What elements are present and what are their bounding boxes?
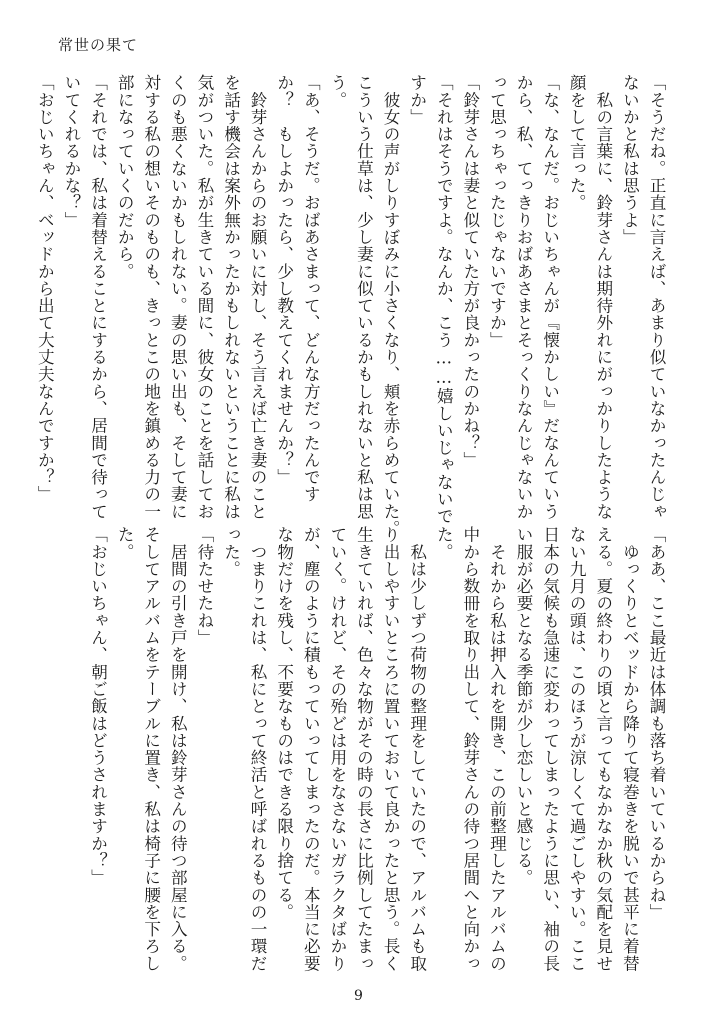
text-line: くのも悪くないかもしれない。妻の思い出も、そして妻に bbox=[168, 74, 188, 520]
text-line: 私は少しずつ荷物の整理をしていたので、アルバムも取 bbox=[407, 526, 427, 972]
text-line: 「な、なんだ。おじいちゃんが『懐かしい』だなんていう bbox=[540, 74, 560, 520]
text-line: た。 bbox=[115, 526, 135, 561]
text-line: った。 bbox=[221, 526, 241, 578]
text-line: 対する私の想いそのものも、きっとこの地を鎮める力の一 bbox=[141, 74, 161, 520]
text-line: こういう仕草は、少し妻に似ているかもしれないと私は思 bbox=[354, 74, 374, 520]
text-line: り出しやすいところに置いておいて良かったと思う。長く bbox=[381, 526, 401, 972]
text-line: つまりこれは、私にとって終活と呼ばれるものの一環だ bbox=[248, 526, 268, 972]
text-line: ないかと私は思うよ」 bbox=[620, 74, 640, 246]
text-line: か？ もしよかったら、少し教えてくれませんか？」 bbox=[274, 74, 294, 486]
text-line: そしてアルバムをテーブルに置き、私は椅子に腰を下ろし bbox=[141, 526, 161, 972]
text-line: う。 bbox=[327, 74, 347, 109]
text-line: 「鈴芽さんは妻と似ていた方が良かったのかね？」 bbox=[460, 74, 480, 469]
text-line: 顔をして言った。 bbox=[567, 74, 587, 212]
text-block-lower bbox=[79, 526, 669, 972]
text-line: すか」 bbox=[407, 74, 427, 126]
text-line: って思っちゃったじゃないですか」 bbox=[487, 74, 507, 349]
text-line: 「それでは、私は着替えることにするから、居間で待って bbox=[88, 74, 108, 520]
text-block-upper bbox=[35, 74, 669, 538]
text-line: 日本の気候も急速に変わってしまったように思い、袖の長 bbox=[540, 526, 560, 972]
text-line: ていく。けれど、その殆どは用をなさないガラクタばかり bbox=[327, 526, 347, 972]
text-line: 「おじいちゃん、ベッドから出て大丈夫なんですか？」 bbox=[35, 74, 55, 503]
text-line: から、私、てっきりおばあさまとそっくりなんじゃないか bbox=[514, 74, 534, 520]
text-line: ない九月の頭は、このほうが涼しくて過ごしやすい。ここ bbox=[567, 526, 587, 972]
text-line: 「おじいちゃん、朝ご飯はどうされますか？」 bbox=[88, 526, 108, 887]
text-line: 「ああ、ここ最近は体調も落ち着いているからね」 bbox=[647, 526, 666, 921]
text-line: 気がついた。私が生きている間に、彼女のことを話してお bbox=[194, 74, 214, 520]
text-line: 「待たせたね」 bbox=[194, 526, 214, 647]
text-line: 居間の引き戸を開け、私は鈴芽さんの待つ部屋に入る。 bbox=[168, 526, 188, 972]
text-line: 中から数冊を取り出して、鈴芽さんの待つ居間へと向かっ bbox=[460, 526, 480, 972]
text-line: い服が必要となる季節が少し恋しいと感じる。 bbox=[514, 526, 534, 887]
text-line: た。 bbox=[434, 526, 454, 561]
text-line: 「あ、そうだ。おばあさまって、どんな方だったんです bbox=[301, 74, 321, 503]
text-line: な物だけを残し、不要なものはできる限り捨てる。 bbox=[274, 526, 294, 921]
text-line: 部になっていくのだから。 bbox=[115, 74, 135, 280]
text-line: いてくれるかな？」 bbox=[61, 74, 81, 229]
text-line: 「そうだね。正直に言えば、あまり似ていなかったんじゃ bbox=[647, 74, 666, 520]
text-line: 彼女の声がしりすぼみに小さくなり、頬を赤らめていた。 bbox=[381, 74, 401, 538]
running-title: 常世の果て bbox=[58, 36, 139, 54]
text-line: が、塵のように積もっていってしまったのだ。本当に必要 bbox=[301, 526, 321, 972]
text-line: 私の言葉に、鈴芽さんは期待外れにがっかりしたような bbox=[593, 74, 613, 520]
text-line: を話す機会は案外無かったかもしれないということに私は bbox=[221, 74, 241, 520]
text-line: ゆっくりとベッドから降りて寝巻きを脱いで甚平に着替 bbox=[620, 526, 640, 972]
page-number: 9 bbox=[354, 988, 363, 1004]
text-line: 「それはそうですよ。なんか、こう……嬉しいじゃないで bbox=[434, 74, 454, 525]
text-line: それから私は押入れを開き、この前整理したアルバムの bbox=[487, 526, 507, 972]
text-line: 鈴芽さんからのお願いに対し、そう言えば亡き妻のこと bbox=[248, 74, 268, 520]
text-line: える。夏の終わりの頃と言ってもなかなか秋の気配を見せ bbox=[593, 526, 613, 972]
text-line: 生きていれば、色々な物がその時の長さに比例してたまっ bbox=[354, 526, 374, 972]
